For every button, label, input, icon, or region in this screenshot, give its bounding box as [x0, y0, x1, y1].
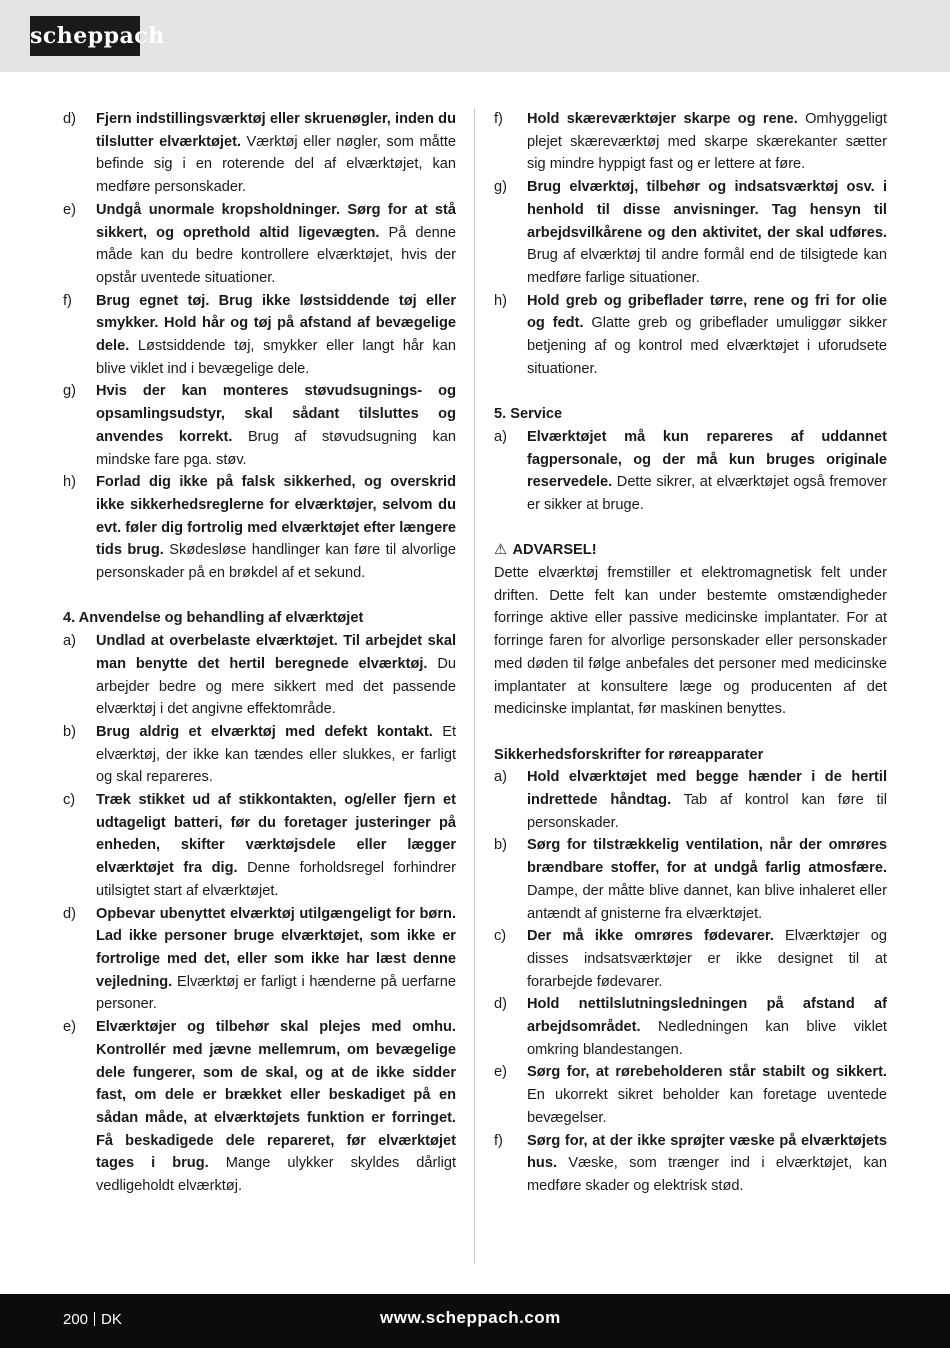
list-item-letter: e): [63, 1019, 76, 1036]
right-column: [494, 108, 887, 1198]
list-item-letter: a): [494, 428, 507, 445]
right-safety-list: [494, 108, 887, 380]
list-item: [494, 925, 887, 993]
list-item-letter: c): [63, 792, 76, 809]
list-item: [494, 108, 887, 176]
list-item-bold-text: Fjern indstillingsværktøj eller skruenøgler, inden du tilslutter elværktøjet.: [96, 111, 456, 150]
list-item-body: [527, 1130, 887, 1198]
list-item-letter: c): [494, 928, 507, 945]
list-item-body: [527, 426, 887, 517]
list-item-normal-text: Løstsiddende tøj, smykker eller langt hår kan blive viklet ind i bevægelige dele.: [96, 338, 456, 377]
section5-list: [494, 426, 887, 517]
list-item-normal-text: Du arbejder bedre og mere sikkert med det passende elværktøj i det angivne effektområde.: [96, 655, 456, 718]
list-item: [494, 1061, 887, 1129]
list-item-body: [96, 903, 456, 1017]
list-item-body: [527, 108, 887, 176]
list-item-body: [96, 1016, 456, 1198]
list-item-normal-text: Nedledningen kan blive viklet omkring blandestangen.: [527, 1019, 887, 1058]
list-item-bold-text: Forlad dig ikke på falsk sikkerhed, og overskrid ikke sikkerhedsreglerne for elværktøjer, selvom du evt. føler dig fortrolig med elværktøjet efter længere tids brug.: [96, 474, 456, 559]
list-item-body: [96, 721, 456, 789]
list-item-normal-text: Dette sikrer, at elværktøjet også fremover er sikker at bruge.: [527, 474, 887, 513]
list-item-normal-text: En ukorrekt sikret beholder kan foretage uventede bevægelser.: [527, 1087, 887, 1126]
list-item: [63, 380, 456, 471]
section4-heading: 4. Anvendelse og behandling af elværktøjet: [63, 610, 364, 627]
list-item-normal-text: Brug af elværktøj til andre formål end de tilsigtede kan medføre farlige situationer.: [527, 247, 887, 286]
website-url: www.scheppach.com: [380, 1308, 561, 1327]
list-item-letter: d): [63, 905, 76, 922]
list-item-normal-text: På denne måde kan du bedre kontrollere elværktøjet, hvis der opstår uventede situationer.: [96, 224, 456, 286]
list-item-bold-text: Hold skæreværktøjer skarpe og rene.: [527, 111, 798, 127]
list-item-normal-text: Dampe, der måtte blive dannet, kan blive inhaleret eller antændt af gnisterne fra elværktøjet.: [527, 882, 887, 922]
list-item-normal-text: Værktøj eller nøgler, som måtte befinde sig i en roterende del af elværktøjet, kan medføre personskader.: [96, 133, 456, 196]
page-indicator: [63, 1311, 122, 1328]
list-item-normal-text: Væske, som trænger ind i elværktøjet, kan medføre skader og elektrisk stød.: [527, 1155, 887, 1194]
list-item-bold-text: Hold nettilslutningsledningen på afstand af arbejdsområdet.: [527, 996, 887, 1036]
left-safety-list: [63, 108, 456, 585]
list-item: [63, 1016, 456, 1198]
section4-list: [63, 630, 456, 1198]
warning-title: ADVARSEL!: [512, 542, 597, 559]
warning-text: Dette elværktøj fremstiller et elektromagnetisk felt under driften. Dette felt kan under bestemte omstændigheder forringe aktive eller passive medicinske implantater. For at forringe faren for alvorlige personskader eller personskader med døden til følge anbefales det personer med medicinske implantater at konsultere læge og producenten af det medicinske implantat, før maskinen benyttes.: [494, 565, 887, 718]
list-item-letter: e): [63, 201, 76, 218]
list-item-normal-text: Et elværktøj, der ikke kan tændes eller slukkes, er farligt og skal repareres.: [96, 723, 457, 786]
list-item-body: [96, 630, 456, 721]
list-item-letter: g): [63, 383, 76, 400]
list-item-bold-text: Træk stikket ud af stikkontakten, og/eller fjern et udtageligt batteri, før du foretager justeringer på enheden, skifter værktøjsdele eller lægger elværktøjet fra dig.: [96, 792, 456, 877]
warning-triangle-icon: ⚠: [494, 542, 508, 559]
list-item-letter: b): [494, 837, 507, 854]
language-code: DK: [101, 1311, 122, 1328]
list-item: [494, 426, 887, 517]
list-item-letter: h): [494, 292, 507, 309]
list-item-bold-text: Brug elværktøj, tilbehør og indsatsværktøj osv. i henhold til disse anvisninger. Tag hensyn til arbejdsvilkårene og den aktivitet, der skal udføres.: [527, 179, 887, 241]
list-item: [494, 1130, 887, 1198]
list-item-bold-text: Opbevar ubenyttet elværktøj utilgængeligt for børn. Lad ikke personer bruge elværktøjet, som ikke er fortrolige med det, eller som ikke har læst denne vejledning.: [96, 905, 456, 990]
list-item-body: [96, 471, 456, 585]
list-item-body: [527, 993, 887, 1061]
list-item-body: [96, 199, 456, 290]
list-item-bold-text: Brug aldrig et elværktøj med defekt kontakt.: [96, 723, 433, 740]
list-item-letter: f): [63, 292, 72, 309]
list-item-body: [527, 176, 887, 290]
list-item: [63, 721, 456, 789]
list-item-bold-text: Sørg for tilstrækkelig ventilation, når der omrøres brændbare stoffer, for at undgå farlig atmosfære.: [527, 837, 887, 877]
list-item-bold-text: Der må ikke omrøres fødevarer.: [527, 928, 774, 945]
list-item-letter: e): [494, 1064, 507, 1081]
list-item-body: [527, 1061, 887, 1129]
mixer-safety-list: [494, 766, 887, 1197]
list-item-letter: a): [494, 769, 507, 786]
header-band: [0, 0, 950, 72]
list-item-body: [96, 380, 456, 471]
list-item-normal-text: Denne forholdsregel forhindrer utilsigtet start af elværktøjet.: [96, 860, 456, 899]
list-item: [63, 108, 456, 199]
column-divider: [474, 108, 475, 1264]
list-item-bold-text: Sørg for, at rørebeholderen står stabilt og sikkert.: [527, 1064, 887, 1081]
list-item-normal-text: Glatte greb og gribeflader umuliggør sikker betjening af og kontrol med elværktøjet i uforudsete situationer.: [527, 315, 887, 377]
list-item-body: [96, 108, 456, 199]
list-item-bold-text: Elværktøjer og tilbehør skal plejes med omhu. Kontrollér med jævne mellemrum, om bevægelige dele fungerer, som de skal, og at de ikke sidder fast, om dele er brækket eller beskadiget på en sådan måde, at elværktøjets funktion er forringet. Få beskadigede dele repareret, før elværktøjet tages i brug.: [96, 1019, 456, 1172]
list-item: [494, 993, 887, 1061]
page-separator: [94, 1312, 95, 1326]
list-item-body: [527, 834, 887, 925]
list-item: [494, 176, 887, 290]
list-item-bold-text: Undlad at overbelaste elværktøjet. Til arbejdet skal man benytte det hertil beregnede elværktøj.: [96, 633, 456, 672]
list-item-letter: g): [494, 179, 507, 196]
list-item-letter: d): [63, 111, 76, 127]
section5-heading: 5. Service: [494, 406, 563, 423]
brand-logo: [30, 16, 165, 56]
list-item-bold-text: Hvis der kan monteres støvudsugnings- og opsamlingsudstyr, skal sådant tilsluttes og anvendes korrekt.: [96, 383, 456, 445]
list-item: [63, 903, 456, 1017]
list-item-bold-text: Hold greb og gribeflader tørre, rene og fri for olie og fedt.: [527, 292, 887, 332]
list-item-body: [527, 925, 887, 993]
list-item-body: [527, 766, 887, 834]
list-item: [63, 630, 456, 721]
list-item-body: [527, 290, 887, 381]
list-item-body: [96, 789, 456, 903]
list-item-normal-text: Elværktøjer og disses indsatsværktøjer er ikke designet til at forarbejde fødevarer.: [527, 928, 887, 990]
list-item: [494, 834, 887, 925]
list-item: [63, 199, 456, 290]
mixer-heading: Sikkerhedsforskrifter for røreapparater: [494, 746, 764, 763]
list-item-normal-text: Elværktøj er farligt i hænderne på uerfarne personer.: [96, 973, 456, 1013]
left-column: [63, 108, 456, 1198]
list-item-bold-text: Elværktøjet må kun repareres af uddannet fagpersonale, og der må kun bruges originale reservedele.: [527, 428, 887, 491]
list-item: [63, 789, 456, 903]
list-item: [63, 471, 456, 585]
warning-heading: [494, 539, 887, 562]
list-item-normal-text: Skødesløse handlinger kan føre til alvorlige personskader på en brøkdel af et sekund.: [96, 542, 456, 582]
list-item-bold-text: Brug egnet tøj. Brug ikke løstsiddende tøj eller smykker. Hold hår og tøj på afstand af bevægelige dele.: [96, 292, 456, 355]
list-item-letter: f): [494, 111, 503, 127]
brand-logo-text: scheppach: [30, 23, 165, 49]
list-item-bold-text: Sørg for, at der ikke sprøjter væske på elværktøjets hus.: [527, 1132, 887, 1172]
page-number: 200: [63, 1311, 89, 1328]
list-item: [494, 766, 887, 834]
list-item-letter: h): [63, 474, 76, 491]
list-item-body: [96, 290, 456, 381]
list-item-letter: d): [494, 996, 507, 1013]
list-item-bold-text: Hold elværktøjet med begge hænder i de hertil indrettede håndtag.: [527, 769, 887, 809]
footer-band: [0, 1294, 950, 1348]
list-item-letter: a): [63, 633, 76, 650]
list-item-letter: b): [63, 723, 76, 740]
list-item-normal-text: Brug af støvudsugning kan mindske fare pga. støv.: [96, 428, 456, 468]
list-item: [494, 290, 887, 381]
list-item-bold-text: Undgå unormale kropsholdninger. Sørg for at stå sikkert, og oprethold altid ligevægten.: [96, 201, 456, 241]
list-item-normal-text: Mange ulykker skyldes dårligt vedligeholdt elværktøj.: [96, 1155, 456, 1195]
list-item-normal-text: Tab af kontrol kan føre til personskader.: [527, 792, 887, 831]
list-item: [63, 290, 456, 381]
list-item-letter: f): [494, 1132, 503, 1149]
list-item-normal-text: Omhyggeligt plejet skæreværktøj med skarpe skærekanter sætter sig mindre hyppigt fast og er lettere at føre.: [527, 111, 887, 173]
